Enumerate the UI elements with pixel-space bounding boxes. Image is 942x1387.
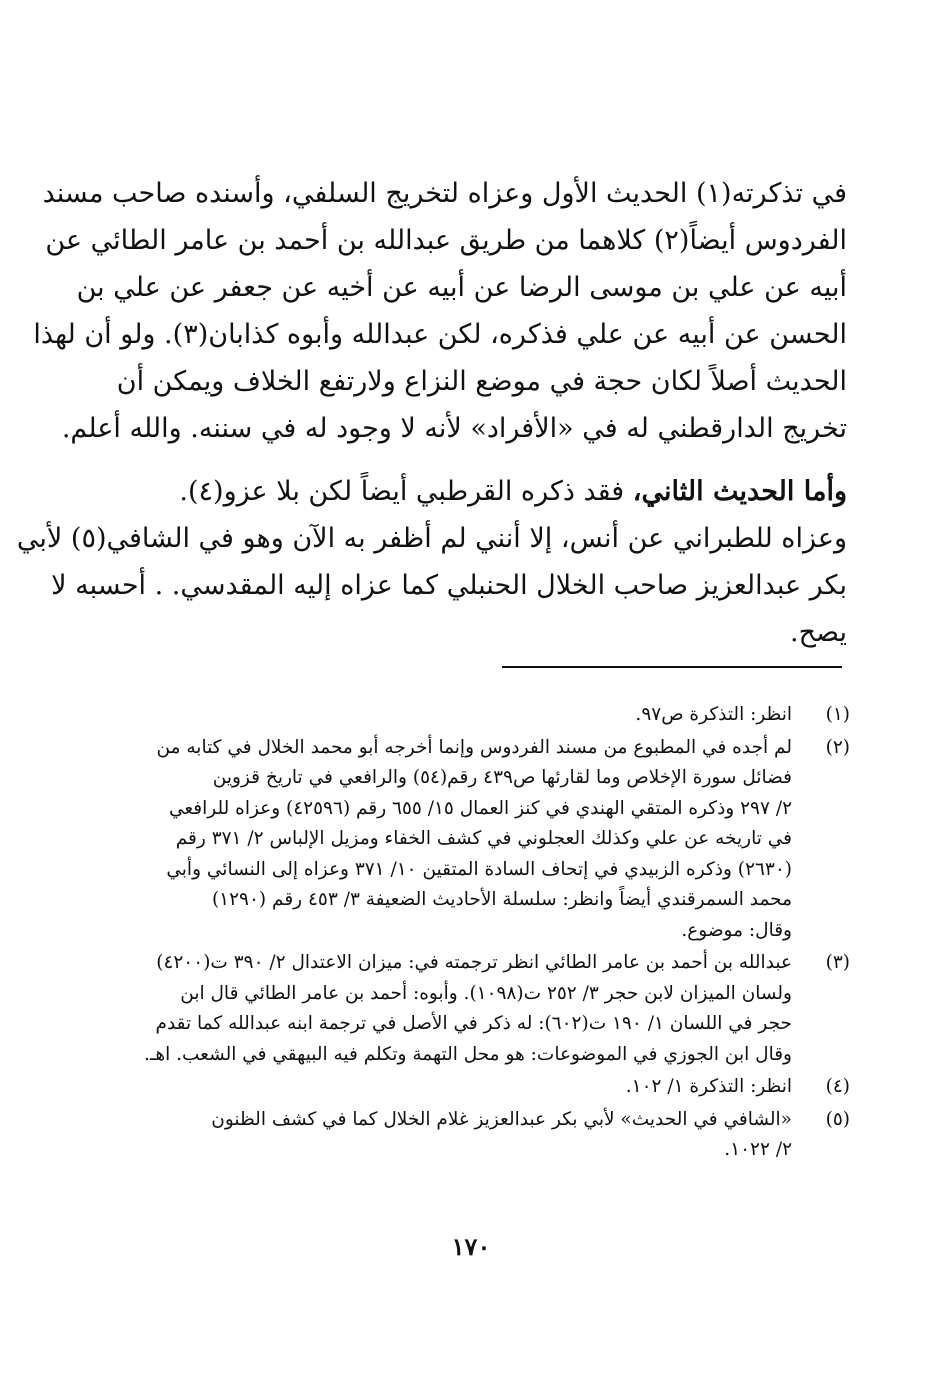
text-line: الحديث أصلاً لكان حجة في موضع النزاع ولارتفع الخلاف ويمكن أن: [116, 366, 847, 397]
footnote-3: [90, 948, 850, 1070]
text-line: في تذكرته(١) الحديث الأول وعزاه لتخريج السلفي، وأسنده صاحب مسند: [42, 178, 847, 209]
text-line: الحسن عن أبيه عن علي فذكره، لكن عبدالله وأبوه كذابان(٣). ولو أن لهذا: [33, 319, 847, 350]
footnote-2: [90, 733, 850, 947]
body-paragraph-1: [33, 170, 847, 452]
footnote-number: (١): [825, 704, 850, 725]
footnote-number: (٥): [825, 1108, 850, 1130]
text-line: تخريج الدارقطني له في «الأفراد» لأنه لا وجود له في سننه. والله أعلم.: [61, 413, 847, 444]
footnote-number: (٤): [825, 1076, 850, 1097]
text-line: أبيه عن علي بن موسى الرضا عن أبيه عن أخيه عن جعفر عن علي بن: [76, 272, 847, 303]
footnote-line: محمد السمرقندي أيضاً وانظر: سلسلة الأحاديث الضعيفة ٣/ ٤٥٣ رقم (١٢٩٠): [211, 889, 792, 910]
footnote-line: وقال ابن الجوزي في الموضوعات: هو محل التهمة وتكلم فيه البيهقي في الشعب. اهـ.: [144, 1043, 792, 1065]
text-line: يصح.: [790, 617, 847, 648]
text-line: الفردوس أيضاً(٢) كلاهما من طريق عبدالله بن أحمد بن عامر الطائي عن: [45, 225, 847, 256]
footnote-line: «الشافي في الحديث» لأبي بكر عبدالعزيز غلام الخلال كما في كشف الظنون: [211, 1108, 792, 1130]
footnote-number: (٢): [825, 736, 850, 758]
body-paragraph-2: [16, 468, 847, 656]
footnote-line: انظر: التذكرة ١/ ١٠٢.: [625, 1076, 792, 1097]
footnote-line: عبدالله بن أحمد بن عامر الطائي انظر ترجمته في: ميزان الاعتدال ٢/ ٣٩٠ ت(٤٢٠٠): [156, 952, 792, 973]
footnote-number: (٣): [825, 952, 850, 973]
footnotes: [90, 700, 850, 1168]
footnote-line: ٢/ ١٠٢٢.: [724, 1139, 792, 1160]
text-run: فقد ذكره القرطبي أيضاً لكن بلا عزو(٤).: [179, 476, 633, 507]
text-line: بكر عبدالعزيز صاحب الخلال الحنبلي كما عزاه إليه المقدسي. . أحسبه لا: [51, 570, 847, 601]
footnote-line: انظر: التذكرة ص٩٧.: [635, 704, 792, 725]
footnote-4: [90, 1072, 850, 1103]
text-line: وعزاه للطبراني عن أنس، إلا أنني لم أظفر به الآن وهو في الشافي(٥) لأبي: [16, 523, 847, 554]
footnote-5: [90, 1105, 850, 1166]
footnote-line: وقال: موضوع.: [681, 919, 792, 941]
footnote-line: لم أجده في المطبوع من مسند الفردوس وإنما أخرجه أبو محمد الخلال في كتابه من: [156, 736, 792, 758]
footnote-line: في تاريخه عن علي وكذلك العجلوني في كشف الخفاء ومزيل الإلباس ٢/ ٣٧١ رقم: [175, 828, 792, 849]
footnote-line: ولسان الميزان لابن حجر ٣/ ٢٥٢ ت(١٠٩٨). وأبوه: أحمد بن عامر الطائي قال ابن: [180, 982, 792, 1004]
section-lead: وأما الحديث الثاني،: [632, 476, 847, 507]
footnote-line: (٢٦٣٠) وذكره الزبيدي في إتحاف السادة المتقين ١٠/ ٣٧١ وعزاه إلى النسائي وأبي: [166, 858, 792, 880]
footnote-line: فضائل سورة الإخلاص وما لقارئها ص٤٣٩ رقم(٥٤) والرافعي في تاريخ قزوين: [212, 767, 792, 788]
footnote-line: ٢/ ٢٩٧ وذكره المتقي الهندي في كنز العمال ١٥/ ٦٥٥ رقم (٤٢٥٩٦) وعزاه للرافعي: [168, 797, 792, 819]
page-number: ١٧٠: [451, 1232, 491, 1261]
footnote-1: [90, 700, 850, 731]
footnote-separator: [502, 666, 842, 668]
text-line: [95, 468, 847, 515]
footnote-line: حجر في اللسان ١/ ١٩٠ ت(٦٠٢): له ذكر في الأصل في ترجمة ابنه عبدالله كما تقدم: [155, 1013, 792, 1034]
